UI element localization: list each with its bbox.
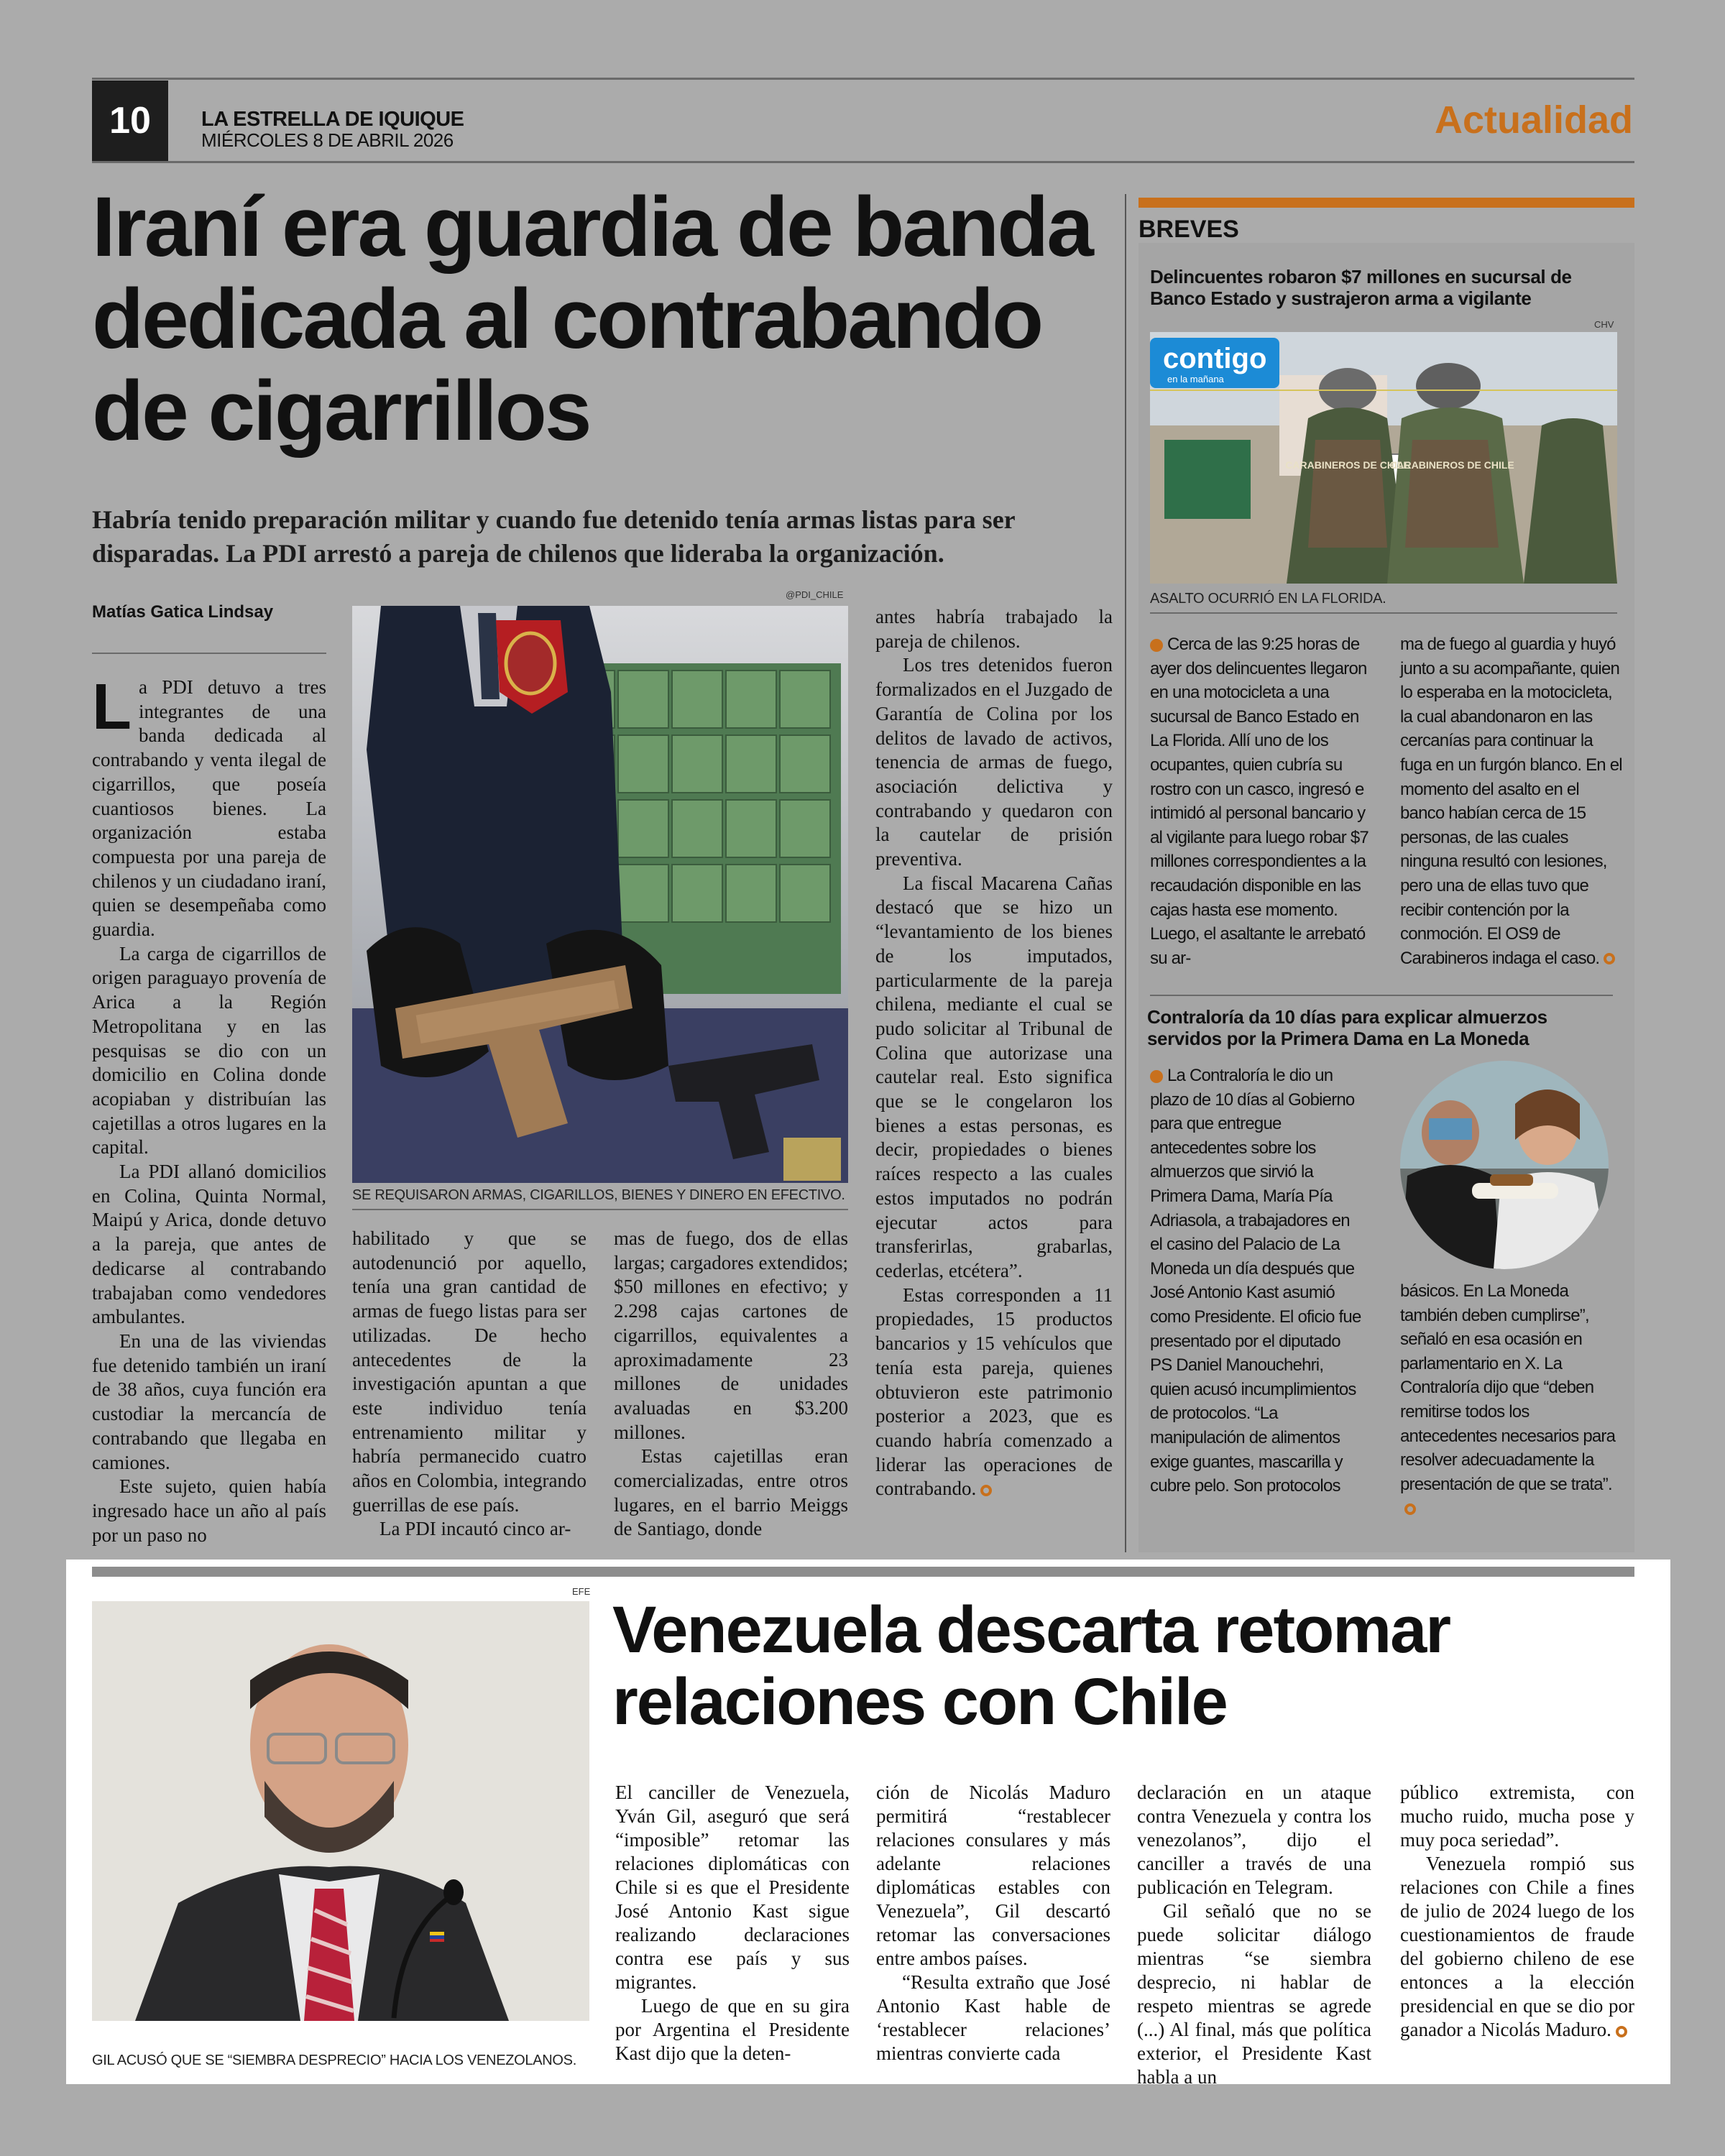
vest-label: CARABINEROS DE CHILE bbox=[1285, 459, 1410, 471]
paragraph: Luego de que en su gira por Argentina el Presidente Kast dijo que la deten- bbox=[615, 1995, 850, 2064]
paragraph: La PDI allanó domicilios en Colina, Quinta Normal, Maipú y Arica, donde detuvo a la pareja, que antes de dedicarse al contrabando trabajaban como vendedores ambulantes. bbox=[92, 1161, 326, 1328]
main-column-4 bbox=[875, 605, 1113, 1501]
breves-story2-column-2: básicos. En La Moneda también deben cumplirse”, señaló en esa ocasión en parlamentario en X. La Contraloría dijo que “deben remitirse todos los antecedentes necesarios para resolver adecuadamente la presentación de que se trata”. bbox=[1400, 1279, 1623, 1521]
first-lady-photo bbox=[1400, 1061, 1609, 1269]
masthead-rule bbox=[92, 161, 1634, 163]
end-mark-icon bbox=[1616, 2026, 1627, 2037]
end-mark-icon bbox=[1604, 953, 1615, 964]
paragraph: habilitado y que se autodenunció por aquello, tenía una gran cantidad de armas de fuego listas para ser utilizadas. De hecho antecedentes de la investigación apuntan a que este individuo tenía entrenamiento militar y habría permanecido cuatro años en Colombia, integrando guerrillas de ese país. bbox=[352, 1227, 586, 1516]
paper-name: LA ESTRELLA DE IQUIQUE bbox=[201, 108, 464, 131]
byline: Matías Gatica Lindsay bbox=[92, 602, 274, 622]
paragraph: público extremista, con mucho ruido, mucha pose y muy poca seriedad”. bbox=[1400, 1782, 1634, 1851]
end-mark-icon bbox=[980, 1485, 992, 1496]
venezuela-caption: GIL ACUSÓ QUE SE “SIEMBRA DESPRECIO” HACIA LOS VENEZOLANOS. bbox=[92, 2053, 576, 2068]
breves-story1-credit: CHV bbox=[1594, 319, 1614, 330]
main-column-3 bbox=[614, 1227, 848, 1542]
paragraph: mas de fuego, dos de ellas largas; cargadores extendidos; $50 millones en efectivo; y 2.298 cajas cartones de cigarrillos, equivalentes a aproximadamente 23 millones de unidades avaluadas en $3.200 millones. bbox=[614, 1227, 848, 1443]
paragraph: En una de las viviendas fue detenido también un iraní de 38 años, cuya función era custodiar la mercancía de contrabando que llegaba en camiones. bbox=[92, 1330, 326, 1473]
venezuela-top-rule bbox=[92, 1567, 1634, 1577]
main-column-2 bbox=[352, 1227, 586, 1542]
breves-story1-headline: Delincuentes robaron $7 millones en sucursal de Banco Estado y sustrajeron arma a vigilante bbox=[1150, 266, 1572, 309]
weapons-photo bbox=[352, 606, 848, 1183]
paper-date: MIÉRCOLES 8 DE ABRIL 2026 bbox=[201, 129, 454, 151]
photo-caption: SE REQUISARON ARMAS, CIGARILLOS, BIENES Y DINERO EN EFECTIVO. bbox=[352, 1187, 845, 1203]
paragraph: Los tres detenidos fueron formalizados en el Juzgado de Garantía de Colina por los delitos de lavado de activos, tenencia de armas de fuego, asociación delictiva y contrabando y quedaron con la cautelar de prisión preventiva. bbox=[875, 654, 1113, 870]
bullet-icon bbox=[1150, 1070, 1163, 1083]
venezuela-headline: Venezuela descarta retomar relaciones con Chile bbox=[612, 1593, 1450, 1738]
paragraph: antes habría trabajado la pareja de chilenos. bbox=[875, 606, 1113, 652]
page-number: 10 bbox=[92, 80, 168, 161]
main-column-1 bbox=[92, 671, 326, 1547]
main-deck: Habría tenido preparación militar y cuando fue detenido tenía armas listas para ser disparadas. La PDI arrestó a pareja de chilenos que lideraba la organización. bbox=[92, 505, 1015, 568]
dropcap: L bbox=[92, 671, 132, 743]
paragraph: La carga de cigarrillos de origen paraguayo provenía de Arica a la Región Metropolitana y en las pesquisas se dio con un domicilio en Colina donde acopiaban y distribuían las cajetillas a otros lugares en la capital. bbox=[92, 942, 326, 1158]
breves-story2-headline: Contraloría da 10 días para explicar almuerzos servidos por la Primera Dama en La Moneda bbox=[1147, 1006, 1547, 1049]
foreign-minister-photo bbox=[92, 1601, 589, 2021]
paragraph: La fiscal Macarena Cañas destacó que se hizo un “levantamiento de los bienes de los imputados, particularmente de la pareja chilena, mediante el cual se pudo solicitar al Tribunal de Colina que autorizase una cautelar real. Esto significa que se le congelaron los bienes a estas personas, es decir, propiedades o bienes raíces respecto a las cuales estos imputados no podrán ejecutar actos para transferirlas, grabarlas, cederlas, etcétera”. bbox=[875, 872, 1113, 1281]
bank-robbery-photo bbox=[1150, 332, 1617, 584]
end-mark-icon bbox=[1404, 1503, 1416, 1515]
breves-divider bbox=[1150, 995, 1613, 996]
breves-story1-column-1: Cerca de las 9:25 horas de ayer dos delincuentes llegaron en una motocicleta a una sucursal de Banco Estado en La Florida. Allí uno de los ocupantes, quien cubría su rostro con un casco, ingresó e intimidó al personal bancario y al vigilante para luego robar $7 millones correspondientes a la recaudación disponible en las cajas hasta ese momento. Luego, el asaltante le arrebató su ar- bbox=[1150, 635, 1368, 968]
breves-label: BREVES bbox=[1138, 216, 1239, 243]
byline-rule bbox=[92, 653, 326, 654]
paragraph: Este sujeto, quien había ingresado hace un año al país por un paso no bbox=[92, 1475, 326, 1546]
paragraph: La PDI incautó cinco ar- bbox=[380, 1518, 571, 1540]
paragraph: a PDI detuvo a tres integrantes de una banda dedicada al contrabando y venta ilegal de cigarrillos, que poseía cuantiosos bienes. La organización estaba compuesta por una pareja de chilenos y un ciudadano iraní, quien se desempeñaba como guardia. bbox=[92, 676, 326, 941]
paragraph: “Resulta extraño que José Antonio Kast hable de ‘restablecer relaciones’ mientras convierte cada bbox=[876, 1971, 1110, 2064]
venezuela-column-2 bbox=[876, 1781, 1110, 2065]
tv-logo: contigo bbox=[1163, 343, 1267, 374]
photo-credit: @PDI_CHILE bbox=[786, 589, 844, 600]
bullet-icon bbox=[1150, 639, 1163, 652]
vest-label: CARABINEROS DE CHILE bbox=[1389, 459, 1514, 471]
breves-story1-column-2: ma de fuego al guardia y huyó junto a su acompañante, quien lo esperaba en la motocicleta, la cual abandonaron en las cercanías para continuar la fuga en un furgón blanco. En el momento del asalto en el banco habían cerca de 15 personas, de las cuales ninguna resultó con lesiones, pero una de ellas tuvo que recibir contención por la conmoción. El OS9 de Carabineros indaga el caso. bbox=[1400, 635, 1622, 968]
venezuela-column-1 bbox=[615, 1781, 850, 2065]
breves-accent-bar bbox=[1138, 198, 1634, 208]
paragraph: declaración en un ataque contra Venezuela y contra los venezolanos”, dijo el canciller a través de una publicación en Telegram. bbox=[1137, 1782, 1371, 1898]
top-rule bbox=[92, 78, 1634, 80]
paragraph: Estas corresponden a 11 propiedades, 15 productos bancarios y 15 vehículos que tenía esta pareja, quienes obtuvieron este patrimonio posterior a 2023, que es cuando habría comenzado a liderar las operaciones de contrabando. bbox=[875, 1284, 1113, 1500]
paragraph: El canciller de Venezuela, Yván Gil, aseguró que será “imposible” retomar las relaciones diplomáticas con Chile si es que el Presidente José Antonio Kast sigue realizando declaraciones contra ese país y sus migrantes. bbox=[615, 1782, 850, 1993]
venezuela-column-3 bbox=[1137, 1781, 1371, 2089]
caption-rule bbox=[352, 1209, 848, 1210]
venezuela-photo-credit: EFE bbox=[572, 1586, 591, 1597]
main-headline: Iraní era guardia de banda dedicada al contrabando de cigarrillos bbox=[92, 180, 1092, 459]
breves-story2-column-1: La Contraloría le dio un plazo de 10 días al Gobierno para que entregue antecedentes sobre los almuerzos que sirvió la Primera Dama, María Pía Adriasola, a trabajadores en el casino del Palacio de La Moneda un día después que José Antonio Kast asumió como Presidente. El oficio fue presentado por el diputado PS Daniel Manouchehri, quien acusó incumplimientos de protocolos. “La manipulación de alimentos exige guantes, mascarilla y cubre pelo. Son protocolos bbox=[1150, 1066, 1361, 1496]
caption-rule bbox=[1150, 612, 1617, 614]
tv-logo-sub: en la mañana bbox=[1167, 374, 1224, 384]
paragraph: Venezuela rompió sus relaciones con Chile a fines de julio de 2024 luego de los cuestionamientos de fraude del gobierno chileno de ese entonces a la elección presidencial en que se dio por ganador a Nicolás Maduro. bbox=[1400, 1853, 1634, 2040]
venezuela-column-4 bbox=[1400, 1781, 1634, 2042]
breves-story1-caption: ASALTO OCURRIÓ EN LA FLORIDA. bbox=[1150, 591, 1386, 607]
paragraph: Estas cajetillas eran comercializadas, entre otros lugares, en el barrio Meiggs de Santiago, donde bbox=[614, 1445, 848, 1540]
paragraph: Gil señaló que no se puede solicitar diálogo mientras “se siembra desprecio, ni hablar de respeto mientras se agrede (...) Al final, más que política exterior, el Presidente Kast habla a un bbox=[1137, 1900, 1371, 2088]
section-label: Actualidad bbox=[1434, 98, 1633, 142]
column-divider bbox=[1125, 194, 1126, 1552]
paragraph: ción de Nicolás Maduro permitirá “restablecer relaciones consulares y más adelante relaciones diplomáticas estables con Venezuela”, Gil descartó retomar las conversaciones entre ambos países. bbox=[876, 1782, 1110, 1969]
